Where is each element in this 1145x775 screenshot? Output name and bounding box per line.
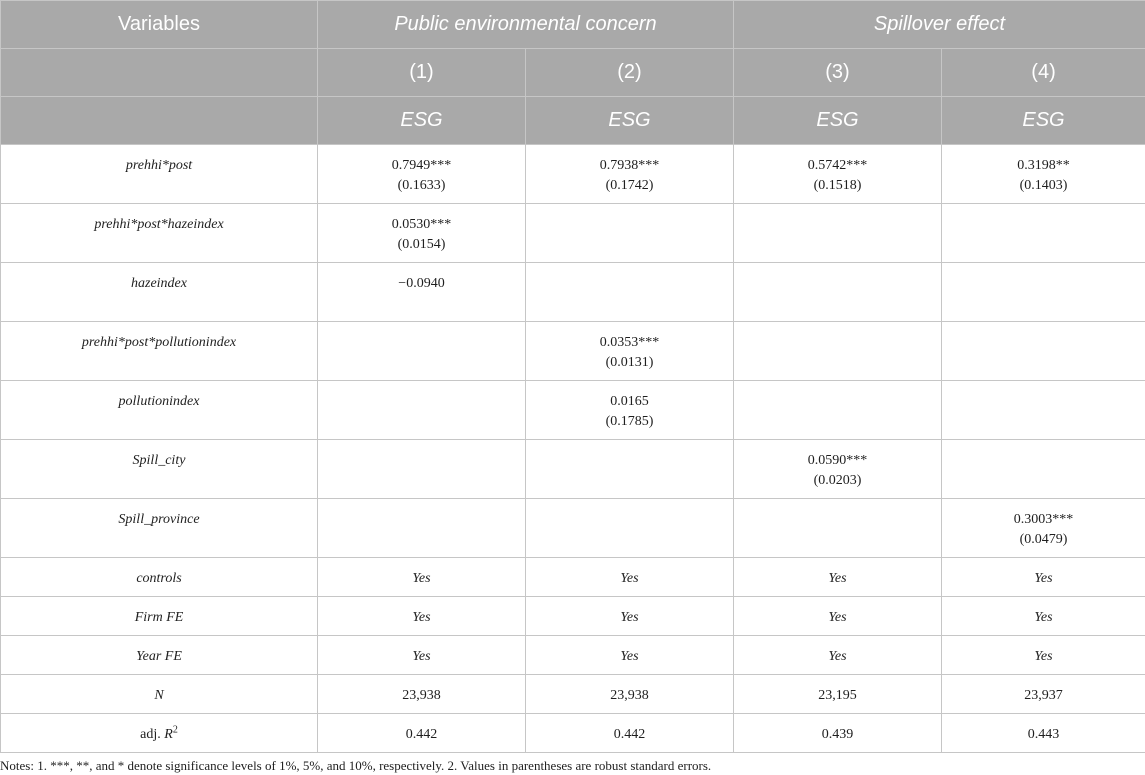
header-col-1: (1) [318, 49, 526, 97]
table-cell [526, 145, 734, 204]
table-cell [942, 204, 1145, 263]
coefficient: 0.0353*** [599, 335, 660, 350]
row-label: Firm FE [1, 597, 318, 636]
table-cell [318, 636, 526, 675]
table-row [1, 558, 1145, 597]
table-cell [942, 381, 1145, 440]
table-row [1, 381, 1145, 440]
table-cell [318, 558, 526, 597]
table-cell [318, 322, 526, 381]
table-cell [526, 204, 734, 263]
yes-mark: Yes [1034, 571, 1053, 586]
header-blank [1, 97, 318, 145]
table-cell [526, 381, 734, 440]
table-row [1, 499, 1145, 558]
coefficient: 0.0530*** [391, 217, 452, 232]
table-cell [942, 636, 1145, 675]
adj-r2-prefix: adj. [140, 727, 161, 742]
yes-mark: Yes [828, 649, 847, 664]
standard-error: (0.0479) [1019, 532, 1068, 547]
header-dep-var-4: ESG [942, 97, 1145, 145]
yes-mark: Yes [1034, 610, 1053, 625]
row-label: prehhi*post*hazeindex [1, 204, 318, 263]
yes-mark: Yes [620, 610, 639, 625]
table-cell [318, 204, 526, 263]
yes-mark: Yes [412, 649, 431, 664]
header-blank [1, 49, 318, 97]
row-label: pollutionindex [1, 381, 318, 440]
header-dep-var-2: ESG [526, 97, 734, 145]
table-cell [318, 440, 526, 499]
table-cell [526, 499, 734, 558]
row-label: N [1, 675, 318, 714]
table-cell [734, 145, 942, 204]
table-row [1, 636, 1145, 675]
adj-r2-superscript: 2 [172, 724, 178, 736]
header-variables: Variables [1, 1, 318, 49]
adj-r2-variable: R [164, 727, 173, 742]
table-row [1, 714, 1145, 753]
row-label: Spill_city [1, 440, 318, 499]
table-cell [942, 145, 1145, 204]
table-row [1, 145, 1145, 204]
header-dep-var-1: ESG [318, 97, 526, 145]
yes-mark: Yes [828, 571, 847, 586]
table-cell [318, 499, 526, 558]
table-cell [942, 263, 1145, 322]
coefficient: 0.0165 [610, 394, 649, 409]
table-cell [734, 597, 942, 636]
header-col-2: (2) [526, 49, 734, 97]
table-cell [942, 440, 1145, 499]
standard-error: (0.1518) [813, 178, 862, 193]
row-label: Year FE [1, 636, 318, 675]
table-cell [942, 322, 1145, 381]
table-cell: 23,937 [942, 675, 1145, 714]
table-cell [526, 322, 734, 381]
header-dep-var-3: ESG [734, 97, 942, 145]
table-row [1, 263, 1145, 322]
table-cell [734, 499, 942, 558]
coefficient: −0.0940 [398, 276, 445, 291]
yes-mark: Yes [620, 571, 639, 586]
row-label: controls [1, 558, 318, 597]
coefficient: 0.0590*** [807, 453, 868, 468]
table-cell [734, 636, 942, 675]
table-cell [526, 636, 734, 675]
table-cell [318, 145, 526, 204]
table-cell: 0.442 [318, 714, 526, 753]
table-cell [734, 558, 942, 597]
row-label [1, 714, 318, 753]
yes-mark: Yes [412, 610, 431, 625]
standard-error: (0.0154) [397, 237, 446, 252]
coefficient: 0.5742*** [807, 158, 868, 173]
table-cell [734, 204, 942, 263]
row-label: prehhi*post [1, 145, 318, 204]
standard-error: (0.1633) [397, 178, 446, 193]
yes-mark: Yes [1034, 649, 1053, 664]
header-group-spillover-effect: Spillover effect [734, 1, 1145, 49]
table-cell [318, 263, 526, 322]
standard-error: (0.1403) [1019, 178, 1068, 193]
table-cell [526, 440, 734, 499]
table-cell [526, 597, 734, 636]
header-col-3: (3) [734, 49, 942, 97]
table-cell: 23,938 [526, 675, 734, 714]
row-label: Spill_province [1, 499, 318, 558]
table-cell [526, 263, 734, 322]
table-cell [526, 558, 734, 597]
yes-mark: Yes [828, 610, 847, 625]
table-cell [734, 322, 942, 381]
header-group-public-environmental-concern: Public environmental concern [318, 1, 734, 49]
table-cell [734, 440, 942, 499]
standard-error: (0.1742) [605, 178, 654, 193]
standard-error: (0.0131) [605, 355, 654, 370]
table-row [1, 204, 1145, 263]
coefficient: 0.7938*** [599, 158, 660, 173]
row-label: prehhi*post*pollutionindex [1, 322, 318, 381]
table-cell: 23,938 [318, 675, 526, 714]
table-row [1, 322, 1145, 381]
table-cell [942, 597, 1145, 636]
yes-mark: Yes [412, 571, 431, 586]
table-cell: 0.439 [734, 714, 942, 753]
header-col-4: (4) [942, 49, 1145, 97]
table-cell: 23,195 [734, 675, 942, 714]
table-row [1, 597, 1145, 636]
coefficient: 0.3198** [1017, 158, 1070, 173]
table-cell: 0.443 [942, 714, 1145, 753]
table-cell [734, 381, 942, 440]
table-notes: Notes: 1. ***, **, and * denote significance levels of 1%, 5%, and 10%, respectively. 2. Values in parentheses are robust standard errors. [0, 758, 712, 773]
table-row [1, 675, 1145, 714]
table-cell [318, 381, 526, 440]
yes-mark: Yes [620, 649, 639, 664]
table-cell: 0.442 [526, 714, 734, 753]
table-cell [942, 499, 1145, 558]
standard-error: (0.1785) [605, 414, 654, 429]
coefficient: 0.3003*** [1013, 512, 1074, 527]
table-cell [734, 263, 942, 322]
row-label: hazeindex [1, 263, 318, 322]
coefficient: 0.7949*** [391, 158, 452, 173]
table-cell [318, 597, 526, 636]
standard-error: (0.0203) [813, 473, 862, 488]
table-cell [942, 558, 1145, 597]
table-row [1, 440, 1145, 499]
